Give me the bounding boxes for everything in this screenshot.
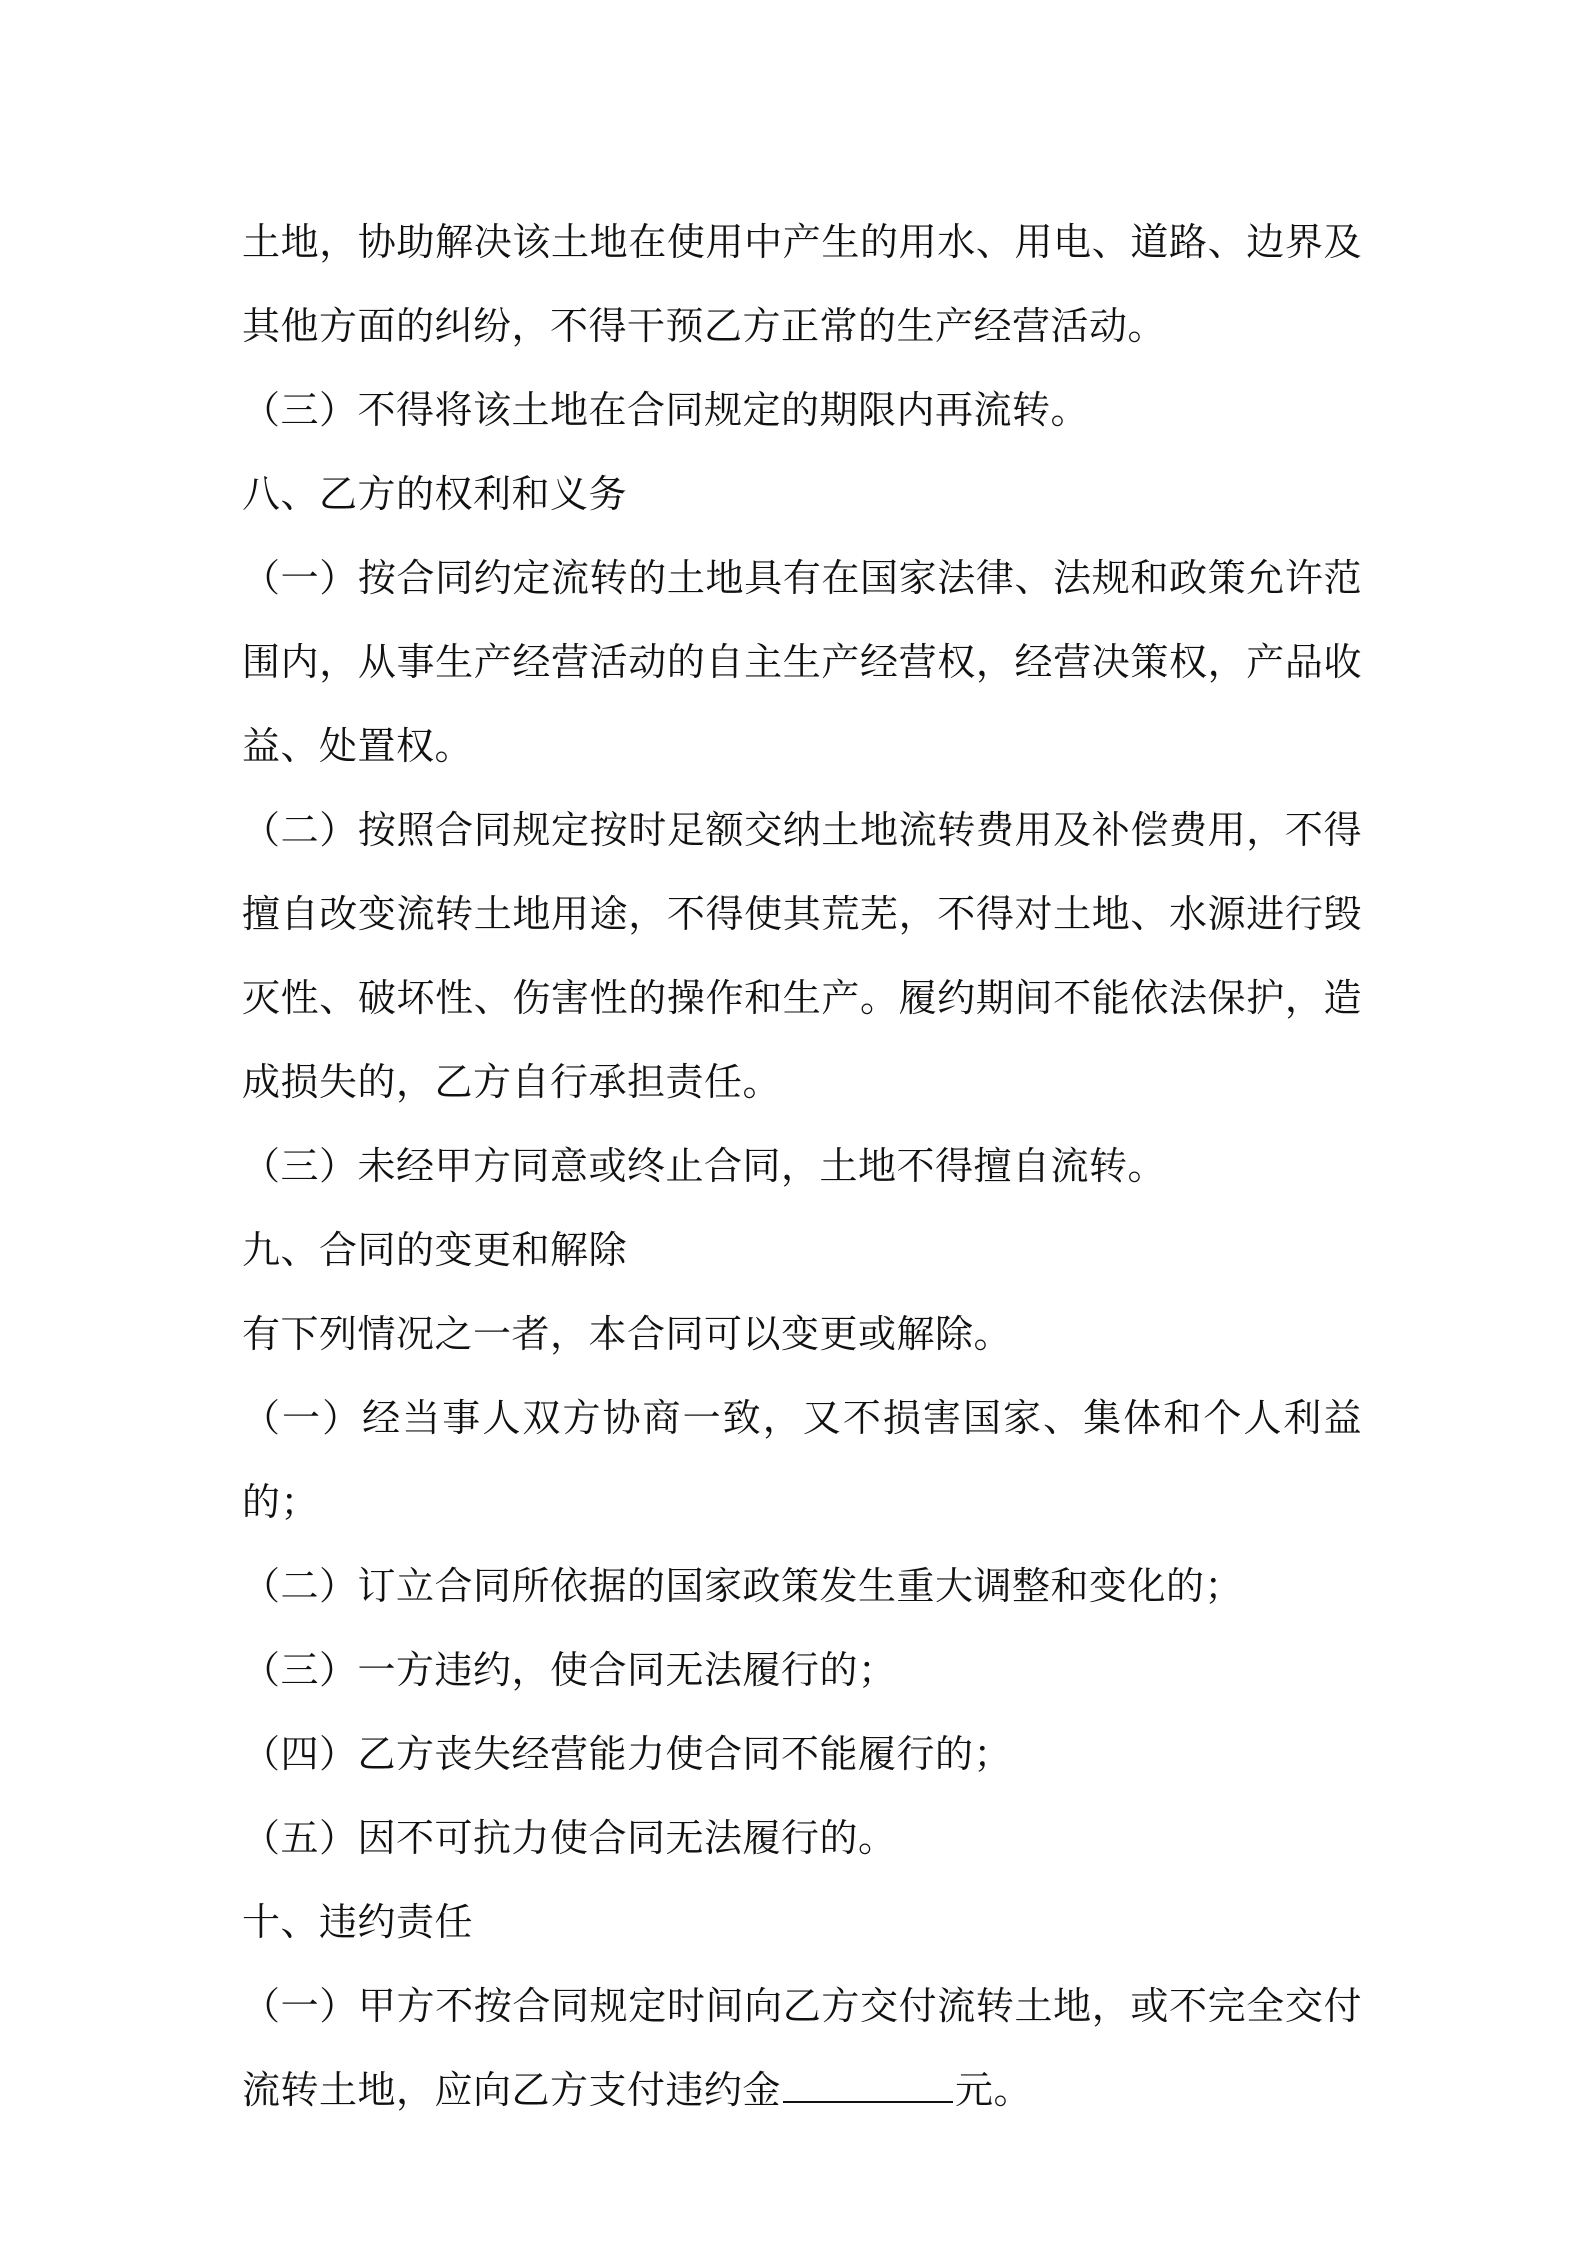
document-body <box>242 200 1362 2132</box>
paragraph: （三）不得将该土地在合同规定的期限内再流转。 <box>242 388 1090 432</box>
paragraph: 有下列情况之一者，本合同可以变更或解除。 <box>242 1312 1013 1356</box>
section-heading: 八、乙方的权利和义务 <box>242 472 628 516</box>
paragraph: （五）因不可抗力使合同无法履行的。 <box>242 1816 897 1860</box>
section-heading: 十、违约责任 <box>242 1900 474 1944</box>
paragraph: （四）乙方丧失经营能力使合同不能履行的； <box>242 1732 1013 1776</box>
paragraph-penalty <box>242 1964 1362 2132</box>
section-heading: 九、合同的变更和解除 <box>242 1228 628 1272</box>
paragraph: 土地，协助解决该土地在使用中产生的用水、用电、道路、边界及其他方面的纠纷，不得干预乙方正常的生产经营活动。 <box>242 220 1362 348</box>
paragraph: （一）按合同约定流转的土地具有在国家法律、法规和政策允许范围内，从事生产经营活动的自主生产经营权，经营决策权，产品收益、处置权。 <box>242 556 1362 768</box>
paragraph: （三）一方违约，使合同无法履行的； <box>242 1648 897 1692</box>
amount-blank-line <box>783 2071 953 2103</box>
paragraph: （二）按照合同规定按时足额交纳土地流转费用及补偿费用，不得擅自改变流转土地用途，不得使其荒芜，不得对土地、水源进行毁灭性、破坏性、伤害性的操作和生产。履约期间不能依法保护，造成损失的，乙方自行承担责任。 <box>242 808 1362 1104</box>
penalty-text: （一）甲方不按合同规定时间向乙方交付流转土地，或不完全交付流转土地，应向乙方支付违约金 <box>242 1984 1362 2112</box>
penalty-unit: 元。 <box>955 2068 1033 2112</box>
paragraph: （一）经当事人双方协商一致，又不损害国家、集体和个人利益的； <box>242 1396 1362 1524</box>
paragraph: （二）订立合同所依据的国家政策发生重大调整和变化的； <box>242 1564 1244 1608</box>
paragraph: （三）未经甲方同意或终止合同，土地不得擅自流转。 <box>242 1144 1167 1188</box>
